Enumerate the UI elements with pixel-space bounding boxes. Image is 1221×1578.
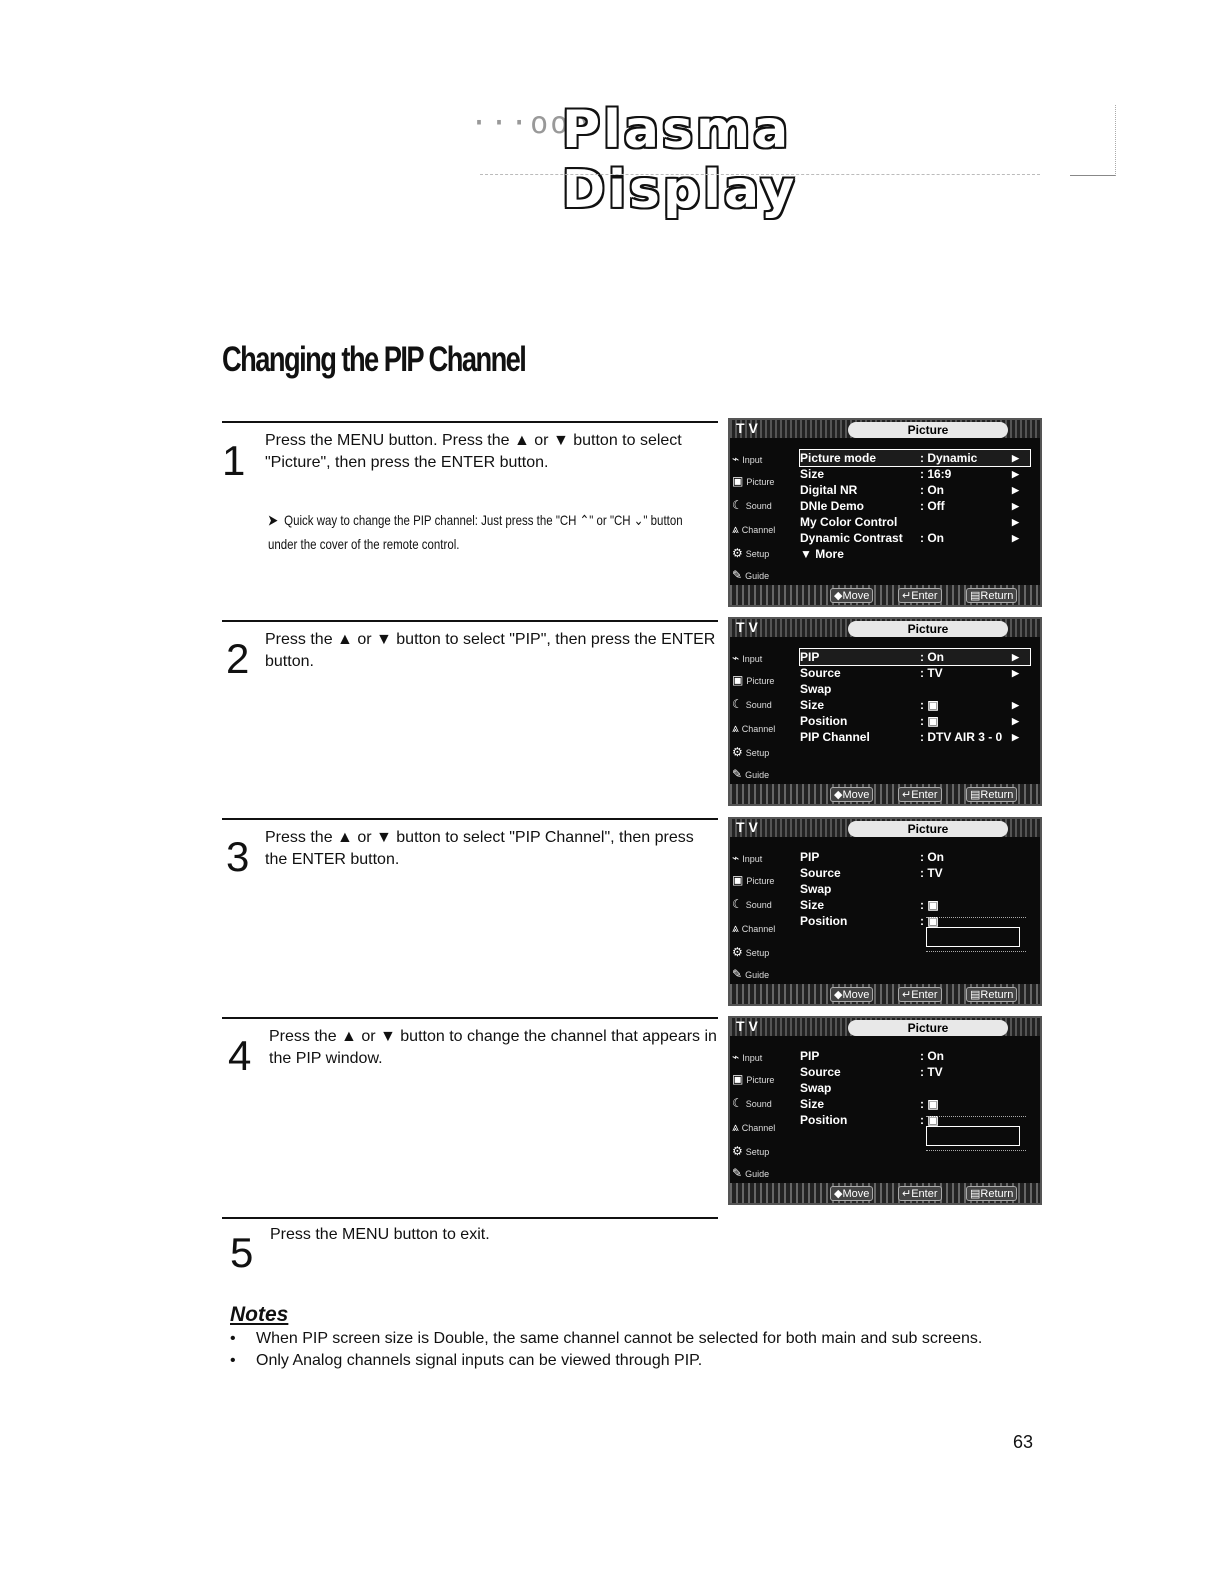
osd-hint-move: ◆Move [830, 987, 873, 1002]
osd-tv-label: T V [736, 619, 758, 635]
page-number: 63 [1013, 1432, 1034, 1452]
osd-row-pip-channel[interactable]: PIP Channel : DTV AIR 3 - 0 ▶ [800, 730, 1019, 744]
osd-channel-picker-bottom [926, 951, 1026, 952]
osd-tv-label: T V [736, 1018, 758, 1034]
guide-icon: ✎ [732, 1166, 743, 1180]
osd-row-dnie-demo[interactable]: DNIe Demo : Off ▶ [800, 499, 1019, 513]
osd-hint-enter: ↵Enter [898, 1186, 942, 1201]
osd-row-position[interactable]: Position : ▣ [800, 1113, 939, 1127]
osd-hint-return: ▤Return [966, 987, 1017, 1002]
step-3-text: Press the ▲ or ▼ button to select "PIP Channel", then press the ENTER button. [265, 829, 694, 868]
guide-icon: ✎ [732, 967, 743, 981]
step-1-rule [222, 421, 718, 423]
channel-icon: ⩓ [732, 921, 739, 935]
osd-row-size[interactable]: Size : ▣ [800, 898, 939, 912]
osd-row-dynamic-contrast[interactable]: Dynamic Contrast : On ▶ [800, 531, 1019, 545]
osd-hint-enter: ↵Enter [898, 787, 942, 802]
osd-sidebar-channel: ⩓ Channel [732, 1120, 776, 1134]
osd-row-position[interactable]: Position : ▣ [800, 914, 939, 928]
channel-icon: ⩓ [732, 522, 739, 536]
osd-row-source[interactable]: Source : TV [800, 1065, 943, 1079]
step-3-number: 3 [226, 833, 250, 880]
osd-row-pip[interactable]: PIP : On ▶ [800, 649, 1030, 665]
osd-row-pip[interactable]: PIP : On [800, 850, 944, 864]
step-4-text: Press the ▲ or ▼ button to change the channel that appears in the PIP window. [269, 1028, 717, 1067]
osd-picture-tab: Picture [848, 422, 1008, 438]
osd-channel-picker[interactable] [926, 1126, 1020, 1146]
step-1-number: 1 [222, 437, 246, 484]
step-5-number: 5 [230, 1229, 254, 1276]
osd-sidebar-picture: ▣ Picture [732, 673, 775, 687]
osd-hint-move: ◆Move [830, 787, 873, 802]
osd-row-position[interactable]: Position : ▣ ▶ [800, 714, 1019, 728]
setup-icon: ⚙ [732, 745, 743, 759]
channel-icon: ⩓ [732, 1120, 739, 1134]
step-1-tip [268, 508, 711, 556]
osd-sidebar-sound: ☾ Sound [732, 897, 772, 911]
osd-sidebar-input: ⌁ Input [732, 1050, 763, 1064]
osd-row-picture-mode[interactable]: Picture mode : Dynamic ▶ [800, 450, 1030, 466]
osd-hint-move: ◆Move [830, 1186, 873, 1201]
antenna-icon: ⌁ [732, 452, 740, 466]
osd-tv-label: T V [736, 819, 758, 835]
osd-sidebar-setup: ⚙ Setup [732, 745, 770, 759]
header-rule [480, 174, 1040, 175]
osd-sidebar-input: ⌁ Input [732, 851, 763, 865]
step-2-rule [222, 620, 718, 622]
sound-icon: ☾ [732, 697, 743, 711]
header-title: Plasma Display [562, 100, 798, 220]
setup-icon: ⚙ [732, 546, 743, 560]
osd-channel-picker[interactable] [926, 927, 1020, 947]
osd-tv-label: T V [736, 420, 758, 436]
osd-sidebar-channel: ⩓ Channel [732, 921, 776, 935]
osd-picture-tab: Picture [848, 1020, 1008, 1036]
step-2-number: 2 [226, 635, 250, 682]
osd-hint-return: ▤Return [966, 588, 1017, 603]
osd-menu-rows [800, 450, 1030, 562]
setup-icon: ⚙ [732, 945, 743, 959]
sound-icon: ☾ [732, 498, 743, 512]
step-5-rule [222, 1217, 718, 1219]
note-item: • Only Analog channels signal inputs can be viewed through PIP. [230, 1350, 1010, 1372]
osd-sidebar [730, 839, 796, 984]
osd-hint-return: ▤Return [966, 787, 1017, 802]
osd-sidebar-sound: ☾ Sound [732, 697, 772, 711]
picture-icon: ▣ [732, 873, 744, 887]
osd-sidebar-channel: ⩓ Channel [732, 522, 776, 536]
osd-screen-4 [728, 1016, 1042, 1205]
osd-row-pip[interactable]: PIP : On [800, 1049, 944, 1063]
picture-icon: ▣ [732, 1072, 744, 1086]
osd-sidebar [730, 639, 796, 784]
osd-hint-enter: ↵Enter [898, 987, 942, 1002]
osd-row-source[interactable]: Source : TV ▶ [800, 666, 1019, 680]
osd-sidebar-guide: ✎ Guide [732, 767, 770, 781]
step-5-text: Press the MENU button to exit. [270, 1226, 490, 1243]
picture-icon: ▣ [732, 474, 744, 488]
osd-sidebar-setup: ⚙ Setup [732, 945, 770, 959]
sound-icon: ☾ [732, 1096, 743, 1110]
guide-icon: ✎ [732, 767, 743, 781]
step-1-tip-text: Quick way to change the PIP channel: Just press the "CH ⌃" or "CH ⌄" button under the cover of the remote control. [268, 512, 683, 552]
osd-row-swap[interactable]: Swap [800, 682, 832, 696]
osd-sidebar-guide: ✎ Guide [732, 967, 770, 981]
step-3-rule [222, 818, 718, 820]
osd-row-size[interactable]: Size : ▣ ▶ [800, 698, 1019, 712]
osd-sidebar-setup: ⚙ Setup [732, 1144, 770, 1158]
osd-sidebar-picture: ▣ Picture [732, 474, 775, 488]
bullet-icon: • [230, 1352, 236, 1369]
guide-icon: ✎ [732, 568, 743, 582]
osd-row-more[interactable]: ▼ More [800, 547, 844, 561]
osd-channel-picker-top [926, 1116, 1026, 1117]
osd-menu-rows [800, 649, 1030, 745]
bullet-icon: • [230, 1330, 236, 1347]
header-logo [470, 100, 1030, 220]
note-item: • When PIP screen size is Double, the same channel cannot be selected for both main and sub screens. [230, 1328, 1010, 1350]
osd-sidebar-picture: ▣ Picture [732, 1072, 775, 1086]
antenna-icon: ⌁ [732, 1050, 740, 1064]
osd-sidebar-picture: ▣ Picture [732, 873, 775, 887]
osd-channel-picker-bottom [926, 1150, 1026, 1151]
osd-row-my-color-control[interactable]: My Color Control ▶ [800, 515, 1019, 529]
notes-list [230, 1328, 1010, 1372]
header-decoration: ···ooo [470, 106, 591, 141]
osd-picture-tab: Picture [848, 621, 1008, 637]
step-4-number: 4 [228, 1032, 252, 1079]
header-corner-decoration [1070, 105, 1116, 176]
antenna-icon: ⌁ [732, 851, 740, 865]
osd-sidebar-input: ⌁ Input [732, 452, 763, 466]
osd-hint-return: ▤Return [966, 1186, 1017, 1201]
osd-sidebar-input: ⌁ Input [732, 651, 763, 665]
osd-screen-3 [728, 817, 1042, 1006]
osd-sidebar-setup: ⚙ Setup [732, 546, 770, 560]
osd-sidebar-sound: ☾ Sound [732, 498, 772, 512]
step-2-text: Press the ▲ or ▼ button to select "PIP", then press the ENTER button. [265, 631, 716, 670]
osd-row-size[interactable]: Size : ▣ [800, 1097, 939, 1111]
step-4-rule [222, 1017, 718, 1019]
channel-icon: ⩓ [732, 721, 739, 735]
setup-icon: ⚙ [732, 1144, 743, 1158]
antenna-icon: ⌁ [732, 651, 740, 665]
osd-sidebar-sound: ☾ Sound [732, 1096, 772, 1110]
osd-sidebar [730, 440, 796, 585]
tip-arrow-icon: ➤ [268, 512, 278, 528]
osd-screen-1 [728, 418, 1042, 607]
osd-sidebar-guide: ✎ Guide [732, 568, 770, 582]
step-1-text: Press the MENU button. Press the ▲ or ▼ button to select "Picture", then press the ENTER button. [265, 432, 682, 471]
osd-picture-tab: Picture [848, 821, 1008, 837]
picture-icon: ▣ [732, 673, 744, 687]
osd-hint-move: ◆Move [830, 588, 873, 603]
notes-title: Notes [230, 1303, 289, 1326]
osd-row-swap[interactable]: Swap [800, 1081, 832, 1095]
page-title: Changing the PIP Channel [222, 340, 526, 379]
osd-hint-enter: ↵Enter [898, 588, 942, 603]
osd-channel-picker-top [926, 917, 1026, 918]
osd-row-digital-nr[interactable]: Digital NR : On ▶ [800, 483, 1019, 497]
osd-row-size[interactable]: Size : 16:9 ▶ [800, 467, 1019, 481]
osd-row-swap[interactable]: Swap [800, 882, 832, 896]
osd-sidebar-guide: ✎ Guide [732, 1166, 770, 1180]
osd-sidebar-channel: ⩓ Channel [732, 721, 776, 735]
osd-screen-2 [728, 617, 1042, 806]
sound-icon: ☾ [732, 897, 743, 911]
osd-row-source[interactable]: Source : TV [800, 866, 943, 880]
osd-sidebar [730, 1038, 796, 1183]
